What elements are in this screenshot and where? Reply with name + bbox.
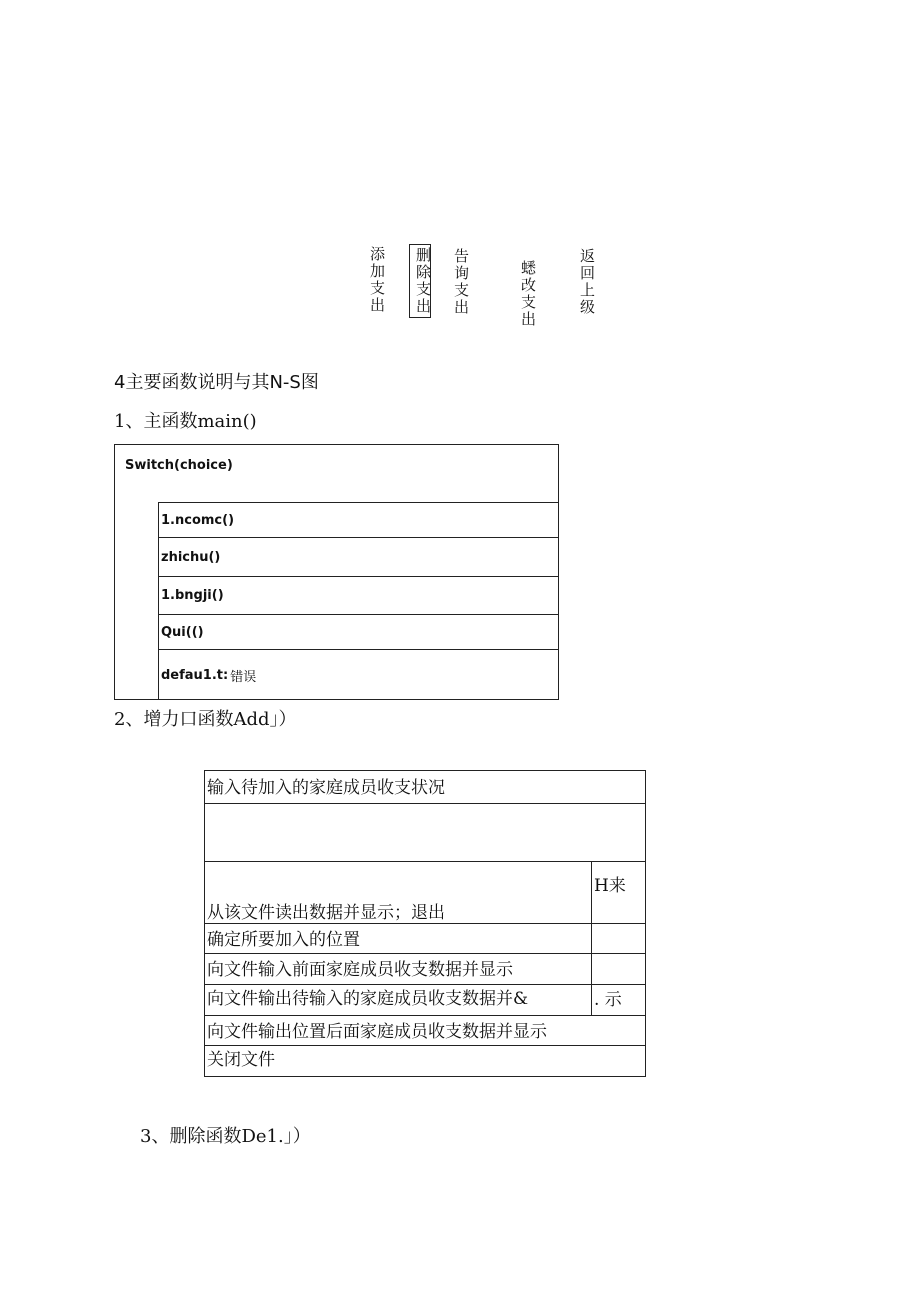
add-ns-diagram	[204, 770, 646, 1077]
add-row-position-side	[591, 923, 645, 953]
section-1-title: 1、主函数main()	[114, 411, 257, 432]
menu-item-delete: 删除支出	[409, 244, 431, 318]
add-row-back: 向文件输出位置后面家庭成员收支数据并显示	[205, 1015, 645, 1045]
menu-item-return: 返回上级	[578, 248, 596, 316]
add-row-insert-side: . 示	[591, 984, 645, 1015]
add-row-read-side: H来	[591, 861, 645, 923]
default-error-text: 错误	[230, 670, 257, 685]
section-2-title: 2、增力口函数Add」）	[114, 709, 297, 730]
menu-item-query: 告询支出	[452, 248, 470, 316]
add-row-front-side	[591, 953, 645, 984]
case-stats: 1.bngji()	[159, 576, 559, 614]
section-3-title: 3、删除函数De1.」）	[140, 1126, 311, 1147]
case-income: 1.ncomc()	[159, 502, 559, 537]
add-row-front: 向文件输入前面家庭成员收支数据并显示	[205, 953, 645, 984]
add-row-input: 输入待加入的家庭成员收支状况	[207, 778, 445, 798]
switch-title: Switch(choice)	[125, 458, 233, 473]
add-row-read: 从该文件读出数据并显示；退出 H来	[205, 861, 645, 923]
case-quit: Qui(()	[159, 614, 559, 649]
section-4-title: 4主要函数说明与其N-S图	[114, 372, 319, 393]
menu-item-add: 添加支出	[368, 246, 386, 314]
case-expense: zhichu()	[159, 537, 559, 576]
menu-item-modify: 蟋改支出	[519, 260, 537, 328]
add-row-position: 确定所要加入的位置	[205, 923, 645, 953]
add-row-empty	[205, 803, 645, 861]
add-row-close: 关闭文件	[205, 1045, 645, 1077]
switch-ns-diagram	[114, 444, 559, 700]
switch-cases	[158, 502, 559, 700]
case-default: defau1.t: 错误	[159, 649, 559, 701]
add-row-insert: 向文件输出待输入的家庭成员收支数据并& . 示	[205, 984, 645, 1015]
